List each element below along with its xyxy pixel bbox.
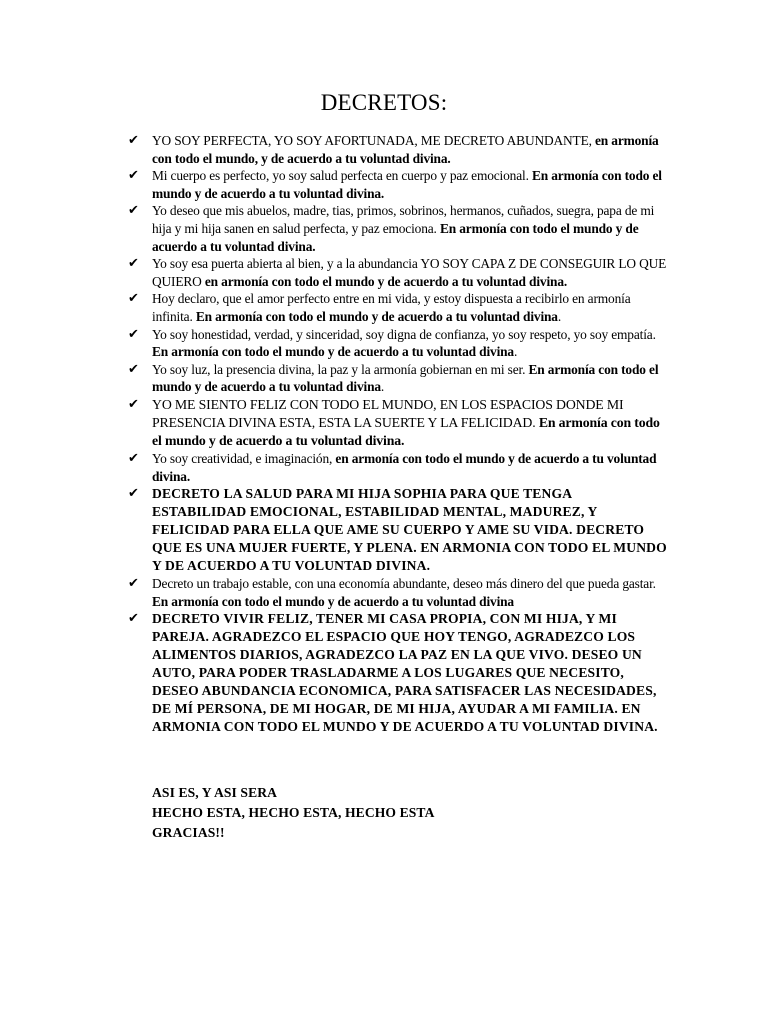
decree-text: YO ME SIENTO FELIZ CON TODO EL MUNDO, EN LOS ESPACIOS DONDE MI PRESENCIA DIVINA ESTA, ESTA LA SUERTE Y LA FELICIDAD. — [152, 396, 624, 430]
list-item — [128, 575, 668, 610]
list-item — [128, 396, 668, 450]
decree-emphasis: en armonía con todo el mundo y de acuerdo a tu voluntad divina. — [204, 273, 568, 289]
decree-text: Decreto un trabajo estable, con una economía abundante, deseo más dinero del que pueda gastar. — [152, 576, 656, 592]
checkmark-icon: ✔ — [128, 256, 139, 272]
decree-text: Mi cuerpo es perfecto, yo soy salud perfecta en cuerpo y paz emocional. — [152, 168, 532, 184]
list-item — [128, 290, 668, 325]
checkmark-icon: ✔ — [128, 486, 140, 502]
list-item — [128, 485, 668, 575]
decree-tail: . — [380, 379, 385, 395]
decree-emphasis: En armonía con todo el mundo y de acuerdo a tu voluntad divina — [152, 344, 514, 360]
checkmark-icon: ✔ — [128, 396, 139, 412]
checkmark-icon: ✔ — [128, 450, 139, 466]
decree-emphasis: En armonía con todo el mundo y de acuerdo a tu voluntad divina. — [152, 414, 660, 448]
closing-line: HECHO ESTA, HECHO ESTA, HECHO ESTA — [152, 805, 435, 820]
list-item — [128, 450, 668, 485]
list-item — [128, 361, 668, 396]
decree-text: DECRETO VIVIR FELIZ, TENER MI CASA PROPIA, CON MI HIJA, Y MI PAREJA. AGRADEZCO EL ESPACIO QUE HOY TENGO, AGRADEZCO LOS ALIMENTOS DIARIOS, AGRADEZCO LA PAZ EN LA QUE VIVO. DESEO UN AUTO, PARA PODER TRASLADARME A LOS LUGARES QUE NECESITO, DESEO ABUNDANCIA ECONOMICA, PARA SATISFACER LAS NECESIDADES, DE MÍ PERSONA, DE MI HOGAR, DE MI HIJA, AYUDAR A MI FAMILIA. EN ARMONIA CON TODO EL MUNDO Y DE ACUERDO A TU VOLUNTAD DIVINA. — [152, 611, 658, 735]
decree-emphasis: En armonía con todo el mundo y de acuerdo a tu voluntad divina. — [152, 168, 662, 201]
decree-text: Yo soy esa puerta abierta al bien, y a la abundancia YO SOY CAPA Z DE CONSEGUIR LO QUE QUIERO — [152, 256, 667, 289]
decree-tail: . — [513, 344, 518, 360]
decree-emphasis: en armonía con todo el mundo y de acuerdo a tu voluntad divina. — [152, 450, 657, 484]
decree-text: DECRETO LA SALUD PARA MI HIJA SOPHIA PARA QUE TENGA ESTABILIDAD EMOCIONAL, ESTABILIDAD MENTAL, MADUREZ, Y FELICIDAD PARA ELLA QUE AME SU CUERPO Y AME SU VIDA. DECRETO QUE ES UNA MUJER FUERTE, Y PLENA. EN ARMONIA CON TODO EL MUNDO Y DE ACUERDO A TU VOLUNTAD DIVINA. — [152, 486, 667, 574]
list-item — [128, 132, 668, 167]
closing-block — [152, 783, 435, 843]
checkmark-icon: ✔ — [128, 168, 139, 184]
decree-emphasis: En armonía con todo el mundo y de acuerdo a tu voluntad divina — [152, 593, 514, 609]
checkmark-icon: ✔ — [128, 611, 140, 627]
decree-text: Yo soy creatividad, e imaginación, — [152, 450, 336, 466]
decree-emphasis: En armonía con todo el mundo y de acuerdo a tu voluntad divina. — [152, 220, 639, 254]
list-item — [128, 202, 668, 255]
closing-line: ASI ES, Y ASI SERA — [152, 785, 278, 800]
decree-text: Hoy declaro, que el amor perfecto entre en mi vida, y estoy dispuesta a recibirlo en armonía infinita. — [152, 291, 631, 324]
list-item — [128, 610, 668, 736]
list-item — [128, 167, 668, 202]
list-item — [128, 326, 668, 361]
decree-emphasis: En armonía con todo el mundo y de acuerdo a tu voluntad divina — [195, 308, 558, 324]
page-title: DECRETOS: — [320, 90, 448, 115]
checkmark-icon: ✔ — [128, 133, 139, 148]
list-item — [128, 255, 668, 290]
decree-text: Yo soy luz, la presencia divina, la paz y la armonía gobiernan en mi ser. — [152, 361, 529, 377]
decree-text: Yo soy honestidad, verdad, y sinceridad, soy digna de confianza, yo soy respeto, yo soy empatía. — [152, 326, 656, 342]
decree-text: YO SOY PERFECTA, YO SOY AFORTUNADA, ME DECRETO ABUNDANTE, — [152, 133, 595, 148]
checkmark-icon: ✔ — [128, 576, 139, 592]
checkmark-icon: ✔ — [128, 291, 139, 307]
checkmark-icon: ✔ — [128, 326, 139, 342]
decree-emphasis: En armonía con todo el mundo y de acuerdo a tu voluntad divina — [152, 361, 659, 395]
closing-line: GRACIAS!! — [152, 825, 225, 840]
decree-tail: . — [557, 308, 562, 324]
decree-list — [128, 132, 668, 736]
decree-text: Yo deseo que mis abuelos, madre, tias, primos, sobrinos, hermanos, cuñados, suegra, papa de mi hija y mi hija sanen en salud perfecta, y paz emociona. — [152, 203, 655, 236]
decree-emphasis: en armonía con todo el mundo, y de acuerdo a tu voluntad divina. — [152, 133, 659, 166]
checkmark-icon: ✔ — [128, 361, 139, 377]
checkmark-icon: ✔ — [128, 203, 139, 219]
